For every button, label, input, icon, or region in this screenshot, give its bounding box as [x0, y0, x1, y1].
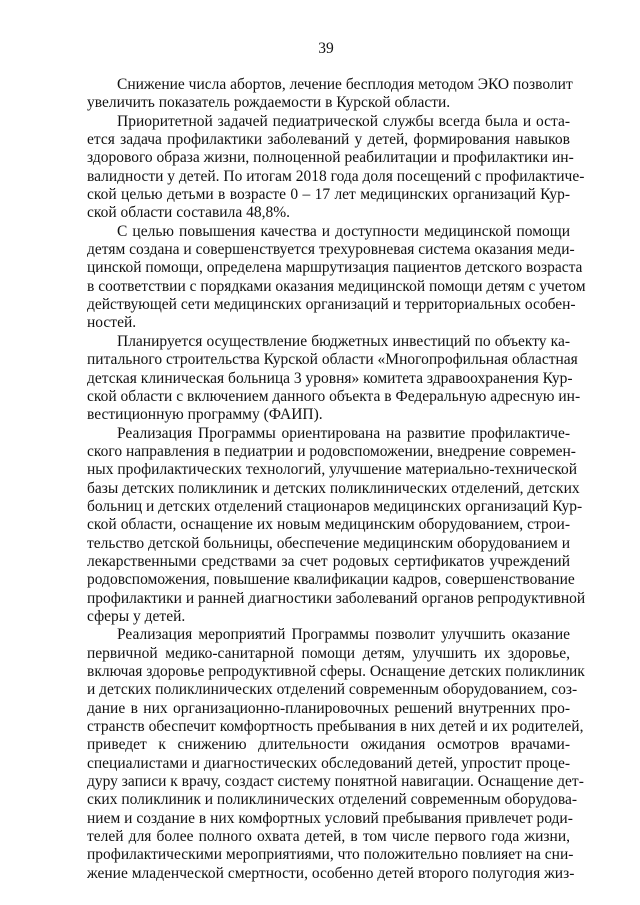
text-line: вестиционную программу (ФАИП). — [87, 406, 323, 424]
text-line: ных профилактических технологий, улучшение материально-технической — [87, 461, 578, 479]
text-line: ностей. — [87, 314, 137, 332]
text-line: телей для более полного охвата детей, в том числе первого года жизни, — [87, 828, 570, 846]
text-line: первичной медико-санитарной помощи детям, улучшить их здоровье, — [87, 644, 570, 662]
text-line: Реализация мероприятий Программы позволит улучшить оказание — [117, 626, 570, 644]
text-line: ской целью детьми в возрасте 0 – 17 лет медицинских организаций Кур- — [87, 186, 570, 204]
paragraph — [87, 222, 586, 333]
text-line: включая здоровье репродуктивной сферы. Оснащение детских поликлиник — [87, 663, 585, 680]
text-line: здорового образа жизни, полноценной реабилитации и профилактики ин- — [87, 149, 574, 167]
text-line: ской области, оснащение их новым медицинским оборудованием, строи- — [87, 516, 570, 534]
paragraph — [87, 626, 585, 883]
text-line: лекарственными средствами за счет родовых сертификатов учреждений — [87, 552, 570, 570]
text-line: приведет к снижению длительности ожидания осмотров врачами- — [87, 736, 570, 754]
text-line: базы детских поликлиник и детских поликлинических отделений, детских — [87, 479, 580, 497]
text-line: профилактическими мероприятиями, что положительно повлияет на сни- — [87, 846, 574, 864]
text-line: нием и создание в них комфортных условий пребывания привлечет роди- — [87, 809, 573, 827]
text-line: Снижение числа абортов, лечение бесплодия методом ЭКО позволит — [117, 76, 573, 93]
text-line: С целью повышения качества и доступности медицинской помощи — [117, 222, 570, 240]
text-line: жение младенческой смертности, особенно детей второго полугодия жиз- — [87, 864, 575, 882]
text-line: цинской помощи, определена маршрутизация пациентов детского возраста — [87, 259, 583, 277]
text-line: ских поликлиник и поликлинических отделений современным оборудова- — [87, 791, 578, 809]
text-line: ской области с включением данного объекта в Федеральную адресную ин- — [87, 387, 581, 405]
text-line: действующей сети медицинских организаций и территориальных особен- — [87, 296, 576, 314]
text-line: валидности у детей. По итогам 2018 года доля посещений с профилактиче- — [87, 167, 585, 185]
text-line: Приоритетной задачей педиатрической службы всегда была и оста- — [117, 112, 570, 130]
paragraph — [87, 332, 581, 425]
text-line: дуру записи к врачу, создаст систему понятной навигации. Оснащение дет- — [87, 773, 584, 791]
text-line: детям создана и совершенствуется трехуровневая система оказания меди- — [87, 241, 575, 259]
text-line: родовспоможения, повышение квалификации кадров, совершенствование — [87, 571, 575, 589]
document-body — [87, 76, 586, 883]
text-line: увеличить показатель рождаемости в Курской области. — [87, 94, 451, 112]
text-line: странств обеспечит комфортность пребывания в них детей и их родителей, — [87, 718, 584, 736]
text-line: дание в них организационно-планировочных решений внутренних про- — [87, 699, 570, 717]
text-line: ской области составила 48,8%. — [87, 204, 290, 222]
text-line: Реализация Программы ориентирована на развитие профилактиче- — [117, 424, 570, 442]
paragraph — [87, 424, 586, 627]
text-line: питального строительства Курской области «Многопрофильная областная — [87, 351, 578, 369]
text-line: профилактики и ранней диагностики заболеваний органов репродуктивной — [87, 589, 586, 607]
text-line: и детских поликлинических отделений современным оборудованием, соз- — [87, 681, 578, 699]
text-line: ского направления в педиатрии и родовспоможении, внедрение современ- — [87, 442, 576, 460]
page-number: 39 — [318, 40, 334, 57]
text-line: специалистами и диагностических обследований детей, упростит проце- — [87, 754, 570, 772]
text-line: больниц и детских отделений стационаров медицинских организаций Кур- — [87, 497, 583, 515]
text-line: тельство детской больницы, обеспечение медицинским оборудованием и — [87, 534, 570, 552]
text-line: детская клиническая больница 3 уровня» комитета здравоохранения Кур- — [87, 369, 573, 387]
text-line: сферы у детей. — [87, 607, 186, 625]
text-line: Планируется осуществление бюджетных инвестиций по объекту ка- — [117, 332, 570, 350]
paragraph — [87, 76, 573, 113]
text-line: ется задача профилактики заболеваний у детей, формирования навыков — [87, 131, 570, 149]
paragraph — [87, 112, 585, 223]
text-line: в соответствии с порядками оказания медицинской помощи детям с учетом — [87, 277, 586, 295]
